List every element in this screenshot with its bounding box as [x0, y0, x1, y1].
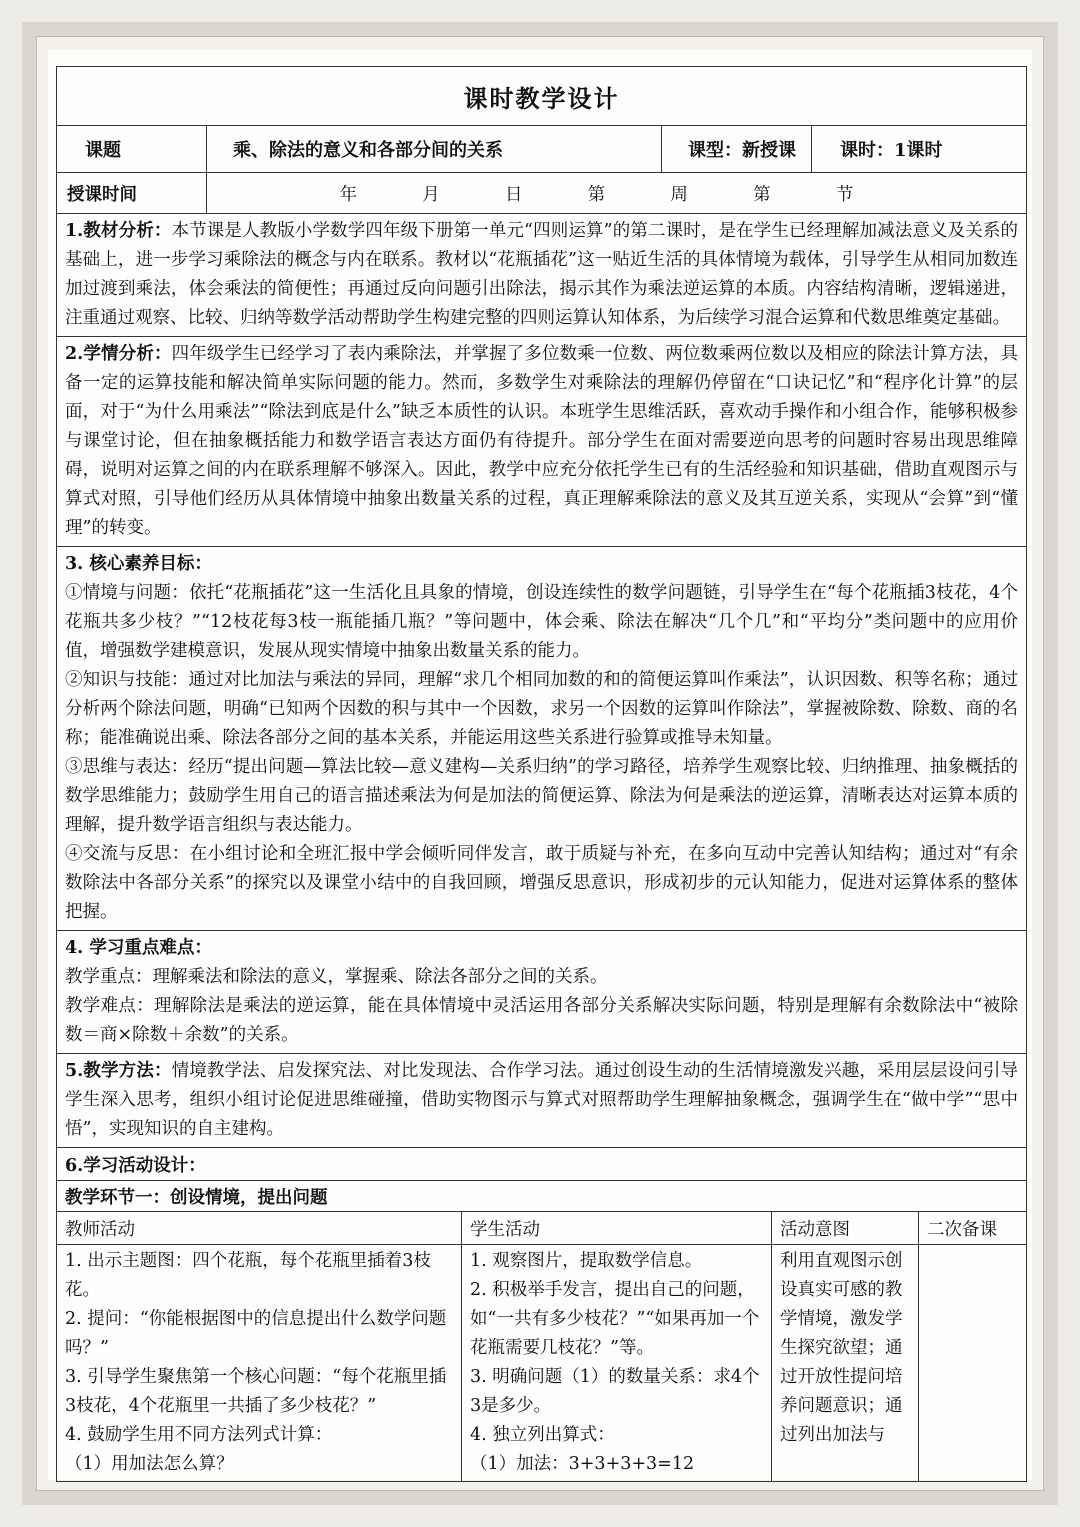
section-6-label: 6.学习活动设计：	[57, 1148, 1027, 1181]
col-teacher: 教师活动	[57, 1212, 462, 1245]
col-student: 学生活动	[462, 1212, 772, 1245]
goal-item: ④交流与反思：在小组讨论和全班汇报中学会倾听同伴发言，敢于质疑与补充，在多向互动中完善认知结构；通过对“有余数除法中各部分关系”的探究以及课堂小结中的自我回顾，增强反思意识，形成初步的元认知能力，促进对运算体系的整体把握。	[65, 844, 1018, 922]
time-month: 月	[422, 184, 440, 205]
list-item: 4. 独立列出算式：	[470, 1425, 615, 1445]
time-day: 日	[505, 184, 523, 205]
teaching-difficulty: 教学难点：理解除法是乘法的逆运算，能在具体情境中灵活运用各部分关系解决实际问题，特别是理解有余数除法中“被除数＝商×除数＋余数”的关系。	[65, 996, 1018, 1045]
time-label: 授课时间	[57, 173, 207, 214]
time-section-prefix: 第	[753, 184, 771, 205]
activity-intent: 利用直观图示创设真实可感的教学情境，激发学生探究欲望；通过开放性提问培养问题意识；通过列出加法与	[772, 1245, 919, 1482]
teaching-focus: 教学重点：理解乘法和除法的意义，掌握乘、除法各部分之间的关系。	[65, 967, 608, 987]
lesson-plan-table	[56, 66, 1027, 1482]
list-item: 4. 鼓励学生用不同方法列式计算：	[65, 1425, 333, 1445]
section-3-label: 3. 核心素养目标：	[65, 554, 212, 574]
list-item: 1. 出示主题图：四个花瓶，每个花瓶里插着3枝花。	[65, 1251, 431, 1300]
goal-item: ③思维与表达：经历“提出问题—算法比较—意义建构—关系归纳”的学习路径，培养学生观察比较、归纳推理、抽象概括的数学思维能力；鼓励学生用自己的语言描述乘法为何是加法的简便运算、除法为何是乘法的逆运算，清晰表达对运算本质的理解，提升数学语言组织与表达能力。	[65, 757, 1018, 835]
second-prep-cell	[919, 1245, 1027, 1482]
stage-title: 教学环节一：创设情境，提出问题	[57, 1181, 1027, 1212]
time-week-prefix: 第	[587, 184, 606, 205]
list-item: （1）用加法怎么算？	[65, 1454, 234, 1474]
time-fields	[207, 173, 1027, 214]
col-intent: 活动意图	[772, 1212, 919, 1245]
section-material-analysis	[57, 214, 1027, 337]
section-1-text: 本节课是人教版小学数学四年级下册第一单元“四则运算”的第二课时，是在学生已经理解加减法意义及关系的基础上，进一步学习乘除法的概念与内在联系。教材以“花瓶插花”这一贴近生活的具体情境为载体，引导学生从相同加数连加过渡到乘法，体会乘法的简便性；再通过反向问题引出除法，揭示其作为乘法逆运算的本质。内容结构清晰，逻辑递进，注重通过观察、比较、归纳等数学活动帮助学生构建完整的四则运算认知体系，为后续学习混合运算和代数思维奠定基础。	[65, 221, 1018, 328]
section-1-label: 1.教材分析：	[65, 221, 172, 241]
goal-item: ①情境与问题：依托“花瓶插花”这一生活化且具象的情境，创设连续性的数学问题链，引导学生在“每个花瓶插3枝花，4个花瓶共多少枝？”“12枝花每3枝一瓶能插几瓶？”等问题中，体会乘、除法在解决“几个几”和“平均分”类问题中的应用价值，增强数学建模意识，发展从现实情境中抽象出数量关系的能力。	[65, 583, 1018, 661]
section-4-label: 4. 学习重点难点：	[65, 938, 212, 958]
time-section-suffix: 节	[835, 184, 854, 205]
teacher-activities	[57, 1245, 462, 1482]
list-item: 3. 明确问题（1）的数量关系：求4个3是多少。	[470, 1367, 760, 1416]
time-year: 年	[339, 184, 358, 205]
col-second-prep	[919, 1212, 1027, 1245]
lesson-type: 课型：新授课	[662, 126, 812, 173]
list-item: 1. 观察图片，提取数学信息。	[470, 1251, 703, 1271]
col-second-prep-label: 二次备课	[927, 1219, 997, 1240]
student-activities	[462, 1245, 772, 1482]
list-item: （1）加法：3+3+3+3=12	[470, 1454, 695, 1474]
topic-value: 乘、除法的意义和各部分间的关系	[207, 126, 662, 173]
section-2-text: 四年级学生已经学习了表内乘除法，并掌握了多位数乘一位数、两位数乘两位数以及相应的除法计算方法，具备一定的运算技能和解决简单实际问题的能力。然而，多数学生对乘除法的理解仍停留在“口诀记忆”和“程序化计算”的层面，对于“为什么用乘法”“除法到底是什么”缺乏本质性的认识。本班学生思维活跃，喜欢动手操作和小组合作，能够积极参与课堂讨论，但在抽象概括能力和数学语言表达方面仍有待提升。部分学生在面对需要逆向思考的问题时容易出现思维障碍，说明对运算之间的内在联系理解不够深入。因此，教学中应充分依托学生已有的生活经验和知识基础，借助直观图示与算式对照，引导他们经历从具体情境中抽象出数量关系的过程，真正理解乘除法的意义及其互逆关系，实现从“会算”到“懂理”的转变。	[65, 344, 1018, 538]
section-key-points	[57, 931, 1027, 1054]
section-core-goals	[57, 547, 1027, 931]
list-item: 2. 积极举手发言，提出自己的问题，如“一共有多少枝花？”“如果再加一个花瓶需要几枝花？”等。	[470, 1280, 760, 1358]
section-5-text: 情境教学法、启发探究法、对比发现法、合作学习法。通过创设生动的生活情境激发兴趣，采用层层设问引导学生深入思考，组织小组讨论促进思维碰撞，借助实物图示与算式对照帮助学生理解抽象概念，强调学生在“做中学”“思中悟”，实现知识的自主建构。	[65, 1061, 1018, 1139]
time-week-suffix: 周	[670, 184, 688, 205]
lesson-hours: 课时：1课时	[812, 126, 1027, 173]
goal-item: ②知识与技能：通过对比加法与乘法的异同，理解“求几个相同加数的和的简便运算叫作乘法”，认识因数、积等名称；通过分析两个除法问题，明确“已知两个因数的积与其中一个因数，求另一个因数的运算叫作除法”，掌握被除数、除数、商的名称；能准确说出乘、除法各部分之间的基本关系，并能运用这些关系进行验算或推导未知量。	[65, 670, 1018, 748]
section-5-label: 5.教学方法：	[65, 1061, 172, 1081]
section-methods	[57, 1054, 1027, 1148]
list-item: 3. 引导学生聚焦第一个核心问题：“每个花瓶里插3枝花，4个花瓶里一共插了多少枝花？”	[65, 1367, 447, 1416]
section-2-label: 2.学情分析：	[65, 344, 172, 364]
list-item: 2. 提问：“你能根据图中的信息提出什么数学问题吗？”	[65, 1309, 447, 1358]
doc-title: 课时教学设计	[57, 67, 1027, 126]
section-student-analysis	[57, 337, 1027, 547]
topic-label: 课题	[57, 126, 207, 173]
